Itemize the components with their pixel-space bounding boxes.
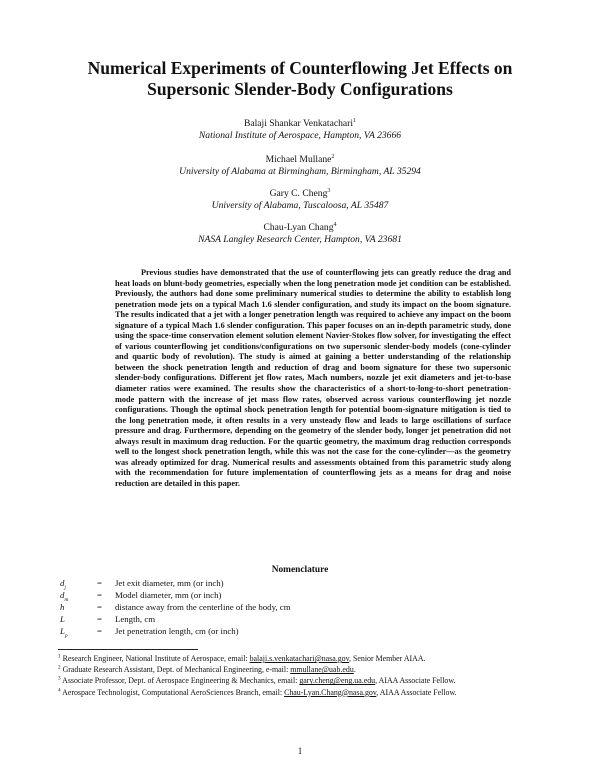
author-affiliation: National Institute of Aerospace, Hampton, VA 23666	[198, 130, 402, 141]
equals-sign: =	[97, 626, 102, 636]
author-affiliation: University of Alabama, Tuscaloosa, AL 35487	[211, 200, 389, 211]
footnote-3: $^3$ Associate Professor, Dept. of Aerospace Engineering & Mechanics, email: gary.cheng@eng.ua.edu, AIAA Associate Fellow.	[58, 675, 456, 686]
footnotes	[58, 653, 542, 698]
author-block-4	[60, 222, 540, 246]
equals-sign: =	[97, 590, 102, 600]
equals-sign: =	[97, 614, 102, 624]
nomenclature-symbol: $d_m$	[60, 590, 69, 603]
email-link[interactable]: balaji.s.venkatachari@nasa.gov	[249, 654, 350, 663]
author-block-1	[60, 118, 540, 142]
footnote-1: $^1$ Research Engineer, National Institute of Aerospace, email: balaji.s.venkatachari@nasa.gov, Senior Member AIAA.	[58, 653, 426, 663]
nomenclature-symbol: $L_p$	[60, 626, 68, 639]
author-affiliation: NASA Langley Research Center, Hampton, VA 23681	[198, 234, 402, 245]
email-link[interactable]: gary.cheng@eng.ua.edu	[299, 676, 376, 686]
nomenclature-row	[60, 614, 540, 626]
author-name: Chau-Lyan Chang$^4$	[263, 221, 337, 233]
author-name: Michael Mullane$^2$	[265, 153, 335, 165]
footnote-4: $^4$ Aerospace Technologist, Computational AeroSciences Branch, email: Chau-Lyan.Chang@nasa.gov, AIAA Associate Fellow.	[58, 686, 457, 697]
footnote-number: 3	[58, 675, 61, 682]
page-number: 1	[297, 746, 303, 756]
nomenclature-definition: Jet exit diameter, mm (or inch)	[115, 578, 224, 588]
footnote-mark: 1	[353, 117, 357, 124]
nomenclature-definition: Model diameter, mm (or inch)	[115, 590, 222, 600]
nomenclature-definition: distance away from the centerline of the body, cm	[115, 602, 291, 612]
author-name: Gary C. Cheng$^3$	[269, 187, 331, 199]
author-block-3	[60, 188, 540, 212]
equals-sign: =	[97, 602, 102, 612]
nomenclature-symbol: $d_j$	[60, 578, 66, 591]
footnote-number: 4	[58, 686, 61, 693]
author-name: Balaji Shankar Venkatachari$^1$	[243, 117, 357, 129]
footnote-number: 2	[58, 664, 61, 671]
nomenclature-heading: Nomenclature	[271, 565, 329, 575]
nomenclature-row	[60, 602, 540, 614]
email-link[interactable]: mmullane@uab.edu	[290, 665, 354, 675]
author-affiliation: University of Alabama at Birmingham, Birmingham, AL 35294	[179, 166, 421, 177]
nomenclature-symbol: L	[60, 614, 65, 624]
paper-title: Numerical Experiments of Counterflowing Jet Effects on Supersonic Slender-Body Configurations	[87, 58, 513, 99]
footnote-divider	[58, 649, 198, 650]
footnote-mark: 2	[331, 153, 335, 160]
nomenclature-row	[60, 626, 540, 638]
author-block-2	[60, 154, 540, 178]
footnote-2: $^2$ Graduate Research Assistant, Dept. of Mechanical Engineering, e-mail: mmullane@uab.edu.	[58, 664, 356, 675]
nomenclature-row	[60, 590, 540, 602]
equals-sign: =	[97, 578, 102, 588]
abstract: Previous studies have demonstrated that the use of counterflowing jets can greatly reduce the drag and heat loads on blunt-body geometries, especially when the long penetration mode jet condition can be established. Previously, the authors had done some preliminary numerical studies to determine the ability to establish long penetration mode jets on a typical Mach 1.6 slender configuration, and study its impact on the boom signature. The results indicated that a jet with a longer penetration length was required to achieve any impact on the boom signature of a typical Mach 1.6 slender configuration. This paper focuses on an in-depth parametric study, done using the space-time conservation element solution element Navier-Stokes flow solver, for investigating the effect of various counterflowing jet conditions/configurations on two supersonic slender-body models (cone-cylinder and quartic body of revolution). The study is aimed at gaining a better understanding of the relationship between the shock penetration length and reduction of drag and boom signature for these two supersonic slender-body configurations. Different jet flow rates, Mach numbers, nozzle jet exit diameters and jet-to-base diameter ratios were examined. The results show the characteristics of a short-to-long-to-short penetration-mode pattern with the increase of jet mass flow rates, observed across various counterflowing jet nozzle configurations. Though the optimal shock penetration length for potential boom-signature mitigation is tied to the long penetration mode, it often results in a very unsteady flow and leads to large oscillations of surface pressure and drag. Furthermore, depending on the geometry of the slender body, longer jet penetration did not always result in maximum drag reduction. For the quartic geometry, the maximum drag reduction corresponds well to the longest shock penetration length, while this was not the case for the cone-cylinder—as the geometry was already optimized for drag. Numerical results and assessments obtained from this parametric study along with the recommendation for future implementation of counterflowing jets as a means for drag and noise reduction are detailed in this paper.	[115, 268, 511, 488]
footnote-number: 1	[58, 653, 61, 660]
nomenclature-row	[60, 578, 540, 590]
nomenclature-symbol: h	[60, 602, 65, 612]
footnote-mark: 3	[327, 187, 331, 194]
nomenclature-definition: Jet penetration length, cm (or inch)	[115, 626, 239, 636]
email-link[interactable]: Chau-Lyan.Chang@nasa.gov	[284, 687, 377, 697]
nomenclature-definition: Length, cm	[115, 614, 156, 624]
footnote-mark: 4	[333, 221, 337, 228]
